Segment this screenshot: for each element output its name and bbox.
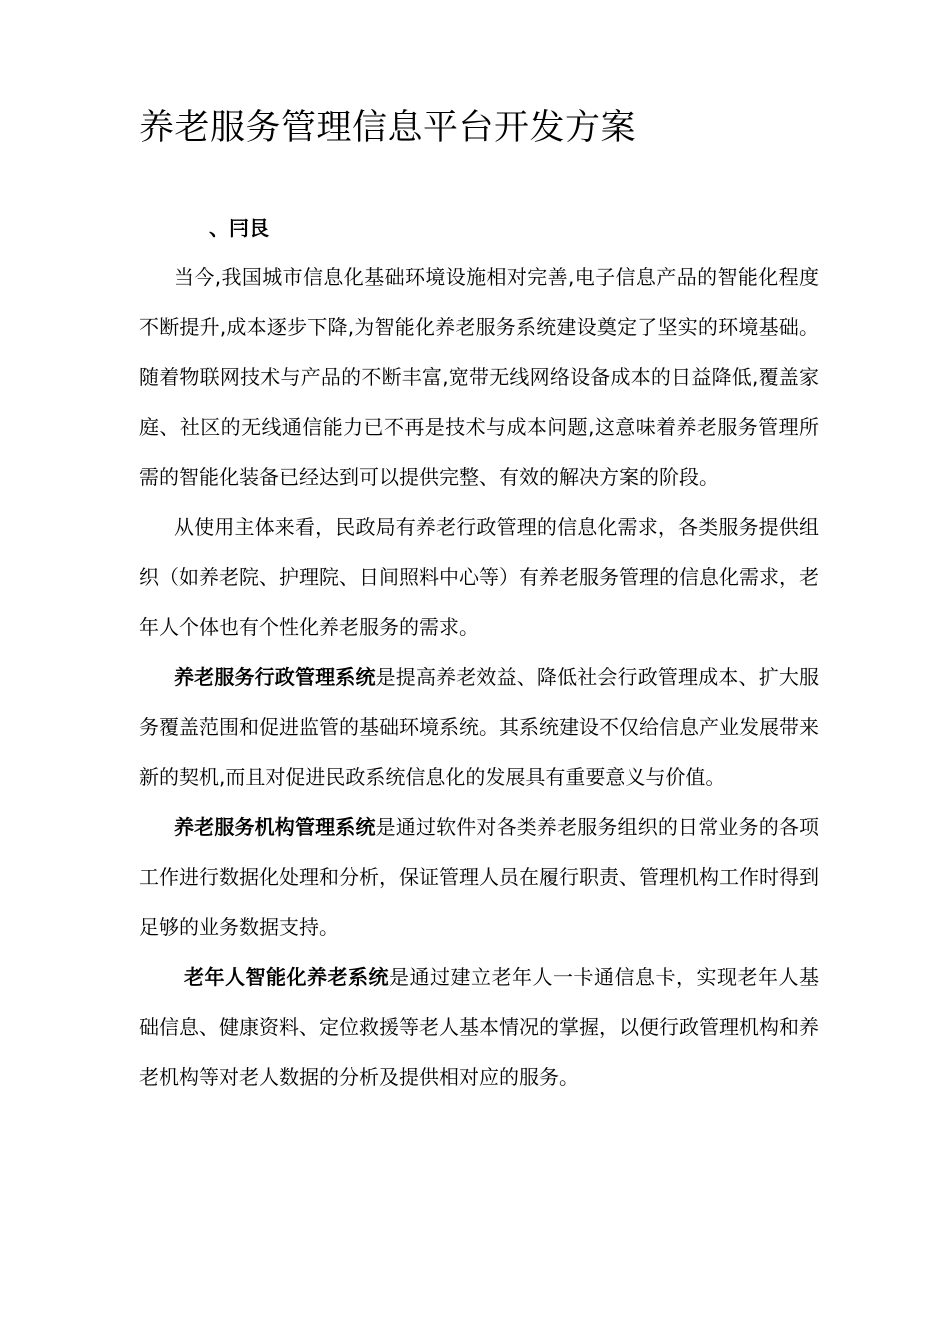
paragraph-bold-lead: 养老服务机构管理系统 <box>174 815 376 839</box>
paragraph-text: 从使用主体来看，民政局有养老行政管理的信息化需求，各类服务提供组织（如养老院、护理院、日间照料中心等）有养老服务管理的信息化需求，老年人个体也有个性化养老服务的需求。 <box>139 515 819 639</box>
paragraph-elderly-system <box>139 952 819 1102</box>
paragraph-admin-system <box>139 652 819 802</box>
document-body <box>139 252 819 1102</box>
paragraph-institution-system <box>139 802 819 952</box>
document-title: 养老服务管理信息平台开发方案 <box>139 108 637 148</box>
paragraph-user-needs <box>139 502 819 652</box>
paragraph-current-situation <box>139 252 819 502</box>
section-heading: 、冃艮 <box>209 216 269 240</box>
paragraph-text: 是提高养老效益、降低社会行政管理成本、扩大服务覆盖范围和促进监管的基础环境系统。其系统建设不仅给信息产业发展带来新的契机,而且对促进民政系统信息化的发展具有重要意义与价值。 <box>139 665 820 789</box>
paragraph-text: 是通过建立老年人一卡通信息卡，实现老年人基础信息、健康资料、定位救援等老人基本情况的掌握，以便行政管理机构和养老机构等对老人数据的分析及提供相对应的服务。 <box>139 965 819 1089</box>
paragraph-text: 当今,我国城市信息化基础环境设施相对完善,电子信息产品的智能化程度不断提升,成本逐步下降,为智能化养老服务系统建设奠定了坚实的环境基础。随着物联网技术与产品的不断丰富,宽带无线网络设备成本的日益降低,覆盖家庭、社区的无线通信能力已不再是技术与成本问题,这意味着养老服务管理所需的智能化装备已经达到可以提供完整、有效的解决方案的阶段。 <box>139 265 819 489</box>
paragraph-bold-lead: 老年人智能化养老系统 <box>184 965 389 989</box>
paragraph-text: 是通过软件对各类养老服务组织的日常业务的各项工作进行数据化处理和分析，保证管理人员在履行职责、管理机构工作时得到足够的业务数据支持。 <box>139 815 820 939</box>
paragraph-bold-lead: 养老服务行政管理系统 <box>174 665 376 689</box>
